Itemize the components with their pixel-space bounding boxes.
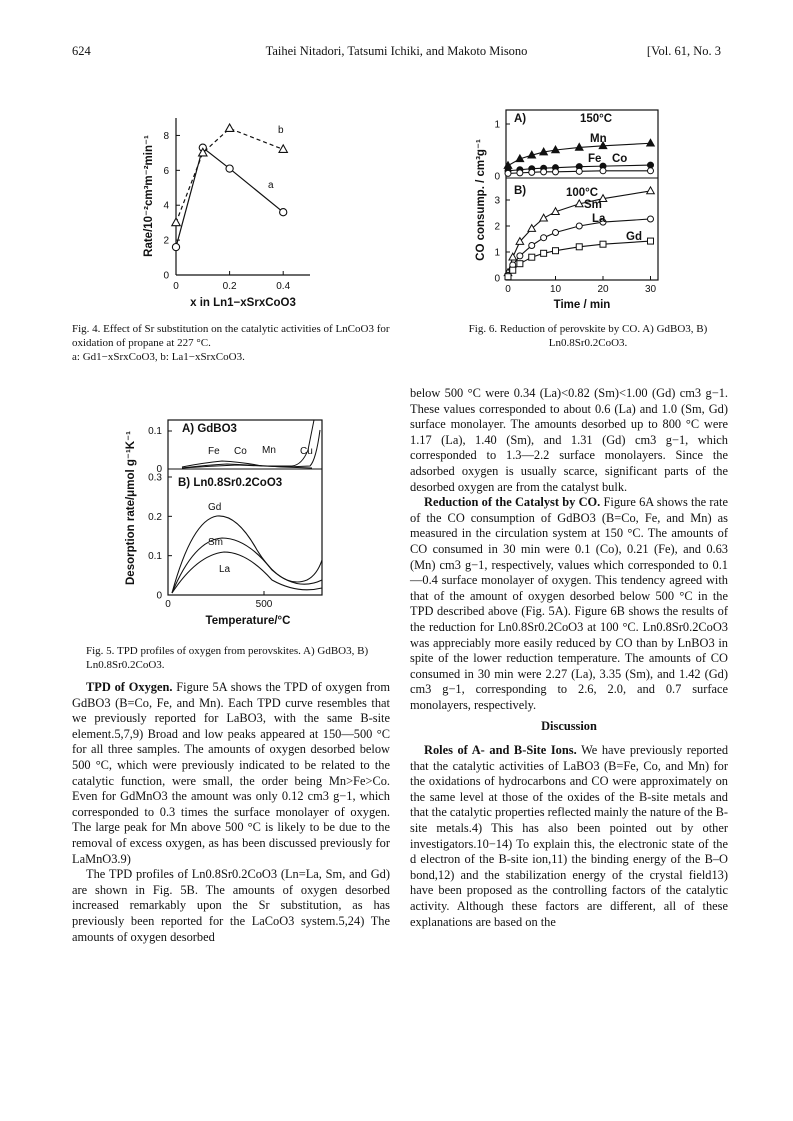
fig5-xtick-500: 500 [255, 599, 273, 610]
fig6-xtick: 30 [644, 284, 657, 295]
fig4-point-a [172, 243, 179, 250]
fig6a-point-co [553, 169, 559, 175]
fig4-point-a [280, 209, 287, 216]
fig6a-ytick: 0 [494, 171, 500, 183]
fig6b-label-sm: Sm [584, 199, 602, 211]
fig4-ytick: 6 [163, 165, 169, 177]
figure-5-chart [122, 410, 352, 638]
tpd-profiles-paragraph: The TPD profiles of Ln0.8Sr0.2CoO3 (Ln=La, Sm, and Gd) are shown in Fig. 5B. The amounts of oxygen desorbed increased remarkably upon the Sr substitution, as has previously been reported for the LaCoO3 system.5,24) The amounts of oxygen desorbed [72, 867, 390, 944]
fig6b-point-gd [505, 274, 511, 280]
fig6a-point-co [576, 168, 582, 174]
fig5b-ytick: 0.3 [148, 472, 162, 484]
desorbed-amounts-paragraph: below 500 °C were 0.34 (La)<0.82 (Sm)<1.00 (Gd) cm3 g−1. These values corresponded to about 0.6 (La) and 1.0 (Sm, Gd) surface monolayer. The amounts desorbed up to 800 °C were 1.17 (La), 1.40 (Sm), and 1.31 (Gd) cm3 g−1, which corresponded to 1.3—2.2 surface monolayers. Since the adsorbed oxygen is usually scarce, significant parts of the desorbed oxygen are from the catalyst bulk. [410, 386, 728, 494]
fig6a-point-co [517, 170, 523, 176]
fig4-series-b [176, 128, 283, 222]
fig5a-label-mn: Mn [262, 445, 276, 456]
fig5a-label-cu: Cu [300, 446, 313, 457]
fig6b-ytick: 3 [494, 195, 500, 207]
fig4-ytick: 0 [163, 270, 169, 282]
fig5a-ytick: 0.1 [148, 426, 162, 437]
fig6a-point-fe [648, 162, 654, 168]
figure-4-chart [120, 98, 380, 320]
fig6a-point-co [541, 169, 547, 175]
fig6b-point-gd [648, 238, 654, 244]
page-number: 624 [72, 44, 91, 58]
fig4-series-a [176, 148, 283, 247]
fig4-label-a: a [268, 180, 274, 191]
reduction-paragraph: Reduction of the Catalyst by CO. Figure 6A shows the rate of the CO consumption of GdBO3 (B=Co, Fe, and Mn) as measured in the circulation system at 150 °C. The amounts of CO consumed in 30 min were 0.1 (Co), 0.21 (Fe), and 0.63 (Mn) cm3 g−1, respectively, values which corresponded to 0.1—0.4 surface monolayer of oxygen. This tendency agreed with that of the amount of oxygen desorbed below 500 °C in the TPD described above (Fig. 5A). Figure 6B shows the results of the reduction for Ln0.8Sr0.2CoO3 at 100 °C. Ln0.8Sr0.2CoO3 was appreciably more easily reduced by CO than by LnBO3 in spite of the lower reduction temperature. The amounts of CO consumed in 30 min were 2.27 (La), 3.35 (Sm), and 1.42 (Gd) cm3 g−1, corresponding to 2.6, 2.0, and 0.7 surface monolayers, respectively. [410, 495, 728, 712]
fig4-point-b [225, 124, 233, 132]
fig6b-point-gd [541, 250, 547, 256]
discussion-heading: Discussion [541, 719, 597, 734]
fig6b-point-gd [600, 241, 606, 247]
page-header [72, 44, 721, 62]
fig6b-temp: 100°C [566, 187, 599, 199]
fig5b-label-sm: Sm [208, 537, 223, 548]
fig6b-ytick: 2 [494, 221, 500, 233]
fig6a-title: A) [514, 113, 527, 125]
fig6b-point-la [517, 253, 523, 259]
fig4-xtick: 0.2 [222, 281, 237, 292]
fig6a-point-co [600, 168, 606, 174]
fig6b-point-gd [576, 244, 582, 250]
fig4-ytick: 4 [163, 200, 169, 212]
fig5a-title: A) GdBO3 [182, 423, 237, 435]
fig6b-point-sm [540, 214, 548, 221]
fig6b-point-la [648, 216, 654, 222]
fig6a-point-co [648, 168, 654, 174]
fig4-xtick: 0 [173, 281, 179, 292]
fig6b-ytick: 1 [494, 247, 500, 259]
fig6b-point-la [576, 223, 582, 229]
fig6b-title: B) [514, 185, 527, 197]
fig6b-label-gd: Gd [626, 231, 642, 243]
left-column-text [72, 680, 390, 945]
fig5b-label-la: La [219, 564, 231, 575]
fig6a-point-co [505, 170, 511, 176]
fig4-point-b [172, 218, 180, 226]
fig4-ytick: 2 [163, 235, 169, 247]
fig6b-point-gd [529, 254, 535, 260]
figure-6 [472, 104, 702, 314]
fig5b-ytick: 0 [156, 590, 162, 602]
fig6a-label-fe: Fe [588, 153, 602, 165]
fig6a-temp: 150°C [580, 113, 613, 125]
fig6b-ytick: 0 [494, 273, 500, 285]
fig6b-point-la [529, 243, 535, 249]
fig4-point-b [279, 145, 287, 153]
fig5a-label-co: Co [234, 446, 247, 457]
tpd-oxygen-paragraph: TPD of Oxygen. Figure 5A shows the TPD of oxygen from GdBO3 (B=Co, Fe, and Mn). Each TPD curve resembles that we previously reported for LaBO3, with the same B-site element.5,7,9) Broad and low peaks appeared at 150—500 °C for all three samples. The amounts of oxygen desorbed below 500 °C, which were previously indicated to be related to the catalytic function, were small, the order being Mn>Fe>Co. Even for GdMnO3 the amount was only 0.12 cm3 g−1, which corresponded to 0.3 times the surface monolayer of oxygen. The large peak for Mn above 500 °C is likely to be due to the removal of excess oxygen, as has been discussed previously for LaMnO3.9) [72, 680, 390, 866]
fig5-ylabel: Desorption rate/μmol g⁻¹K⁻¹ [125, 431, 137, 585]
fig4-label-b: b [278, 125, 284, 136]
fig6b-point-gd [553, 248, 559, 254]
fig6a-label-co: Co [612, 153, 628, 165]
fig4-point-a [226, 165, 233, 172]
fig6b-point-la [541, 235, 547, 241]
volume-info: [Vol. 61, No. 3 [646, 44, 721, 58]
fig6a-point-co [529, 169, 535, 175]
figure-6-chart [472, 104, 702, 314]
fig6b-point-sm [647, 187, 655, 194]
fig6a-ytick: 1 [494, 119, 500, 131]
right-column-text [410, 386, 728, 930]
fig6a-point-mn [647, 139, 655, 146]
figure-5 [122, 410, 352, 638]
fig5b-title: B) Ln0.8Sr0.2CoO3 [178, 477, 283, 489]
fig5b-curve-sm [172, 538, 322, 593]
fig5-xlabel: Temperature/°C [205, 615, 291, 627]
figure-4 [120, 98, 380, 320]
fig5b-curve-la [172, 552, 322, 593]
fig5a-label-fe: Fe [208, 446, 220, 457]
fig6b-point-gd [510, 267, 516, 273]
fig6-ylabel: CO consump. / cm³g⁻¹ [475, 139, 487, 261]
fig6b-label-la: La [592, 213, 606, 225]
fig6b-point-la [553, 230, 559, 236]
fig6-xlabel: Time / min [553, 299, 611, 311]
fig5b-ytick: 0.1 [148, 551, 162, 563]
roles-paragraph: Roles of A- and B-Site Ions. We have previously reported that the catalytic activities of LaBO3 (B=Fe, Co, and Mn) for the oxidations of hydrocarbons and CO were approximately on the same level at those of the oxides of the B-site metals and that the catalytic properties reflected mainly the nature of the B-site metals.4) This has also been pointed out by other investigators.10−14) To explain this, the electronic state of the d electron of the B-site ion,11) the binding energy of the B–O bond,12) and the stabilization energy of the crystal field13) have been proposed as the controlling factors of the catalytic activity. Although these factors are different, all of these explanations are based on the [410, 743, 729, 929]
fig4-xtick: 0.4 [276, 281, 291, 292]
fig6b-point-sm [509, 253, 517, 260]
fig4-ylabel: Rate/10⁻²cm³m⁻²min⁻¹ [143, 135, 155, 257]
fig5a-zero: 0 [156, 464, 162, 475]
fig4-ytick: 8 [163, 130, 169, 142]
fig4-xlabel: x in Ln1−xSrxCoO3 [190, 297, 296, 309]
fig6-xtick: 0 [505, 284, 511, 295]
fig5b-ytick: 0.2 [148, 511, 162, 523]
fig6-xtick: 10 [549, 284, 562, 295]
figure-4-caption: Fig. 4. Effect of Sr substitution on the catalytic activities of LnCoO3 for oxidation of propane at 227 °C. a: Gd1−xSrxCoO3, b: La1−xSrxCoO3. [72, 323, 390, 363]
fig6b-point-gd [517, 261, 523, 267]
fig6-xtick: 20 [597, 284, 609, 295]
figure-6-caption: Fig. 6. Reduction of perovskite by CO. A) GdBO3, B) Ln0.8Sr0.2CoO3. [468, 323, 708, 349]
running-authors: Taihei Nitadori, Tatsumi Ichiki, and Makoto Misono [265, 44, 528, 58]
fig6a-label-mn: Mn [590, 133, 607, 145]
fig5-xtick-0: 0 [165, 599, 171, 610]
fig5b-label-gd: Gd [208, 502, 222, 513]
figure-5-caption: Fig. 5. TPD profiles of oxygen from perovskites. A) GdBO3, B) Ln0.8Sr0.2CoO3. [86, 645, 369, 671]
